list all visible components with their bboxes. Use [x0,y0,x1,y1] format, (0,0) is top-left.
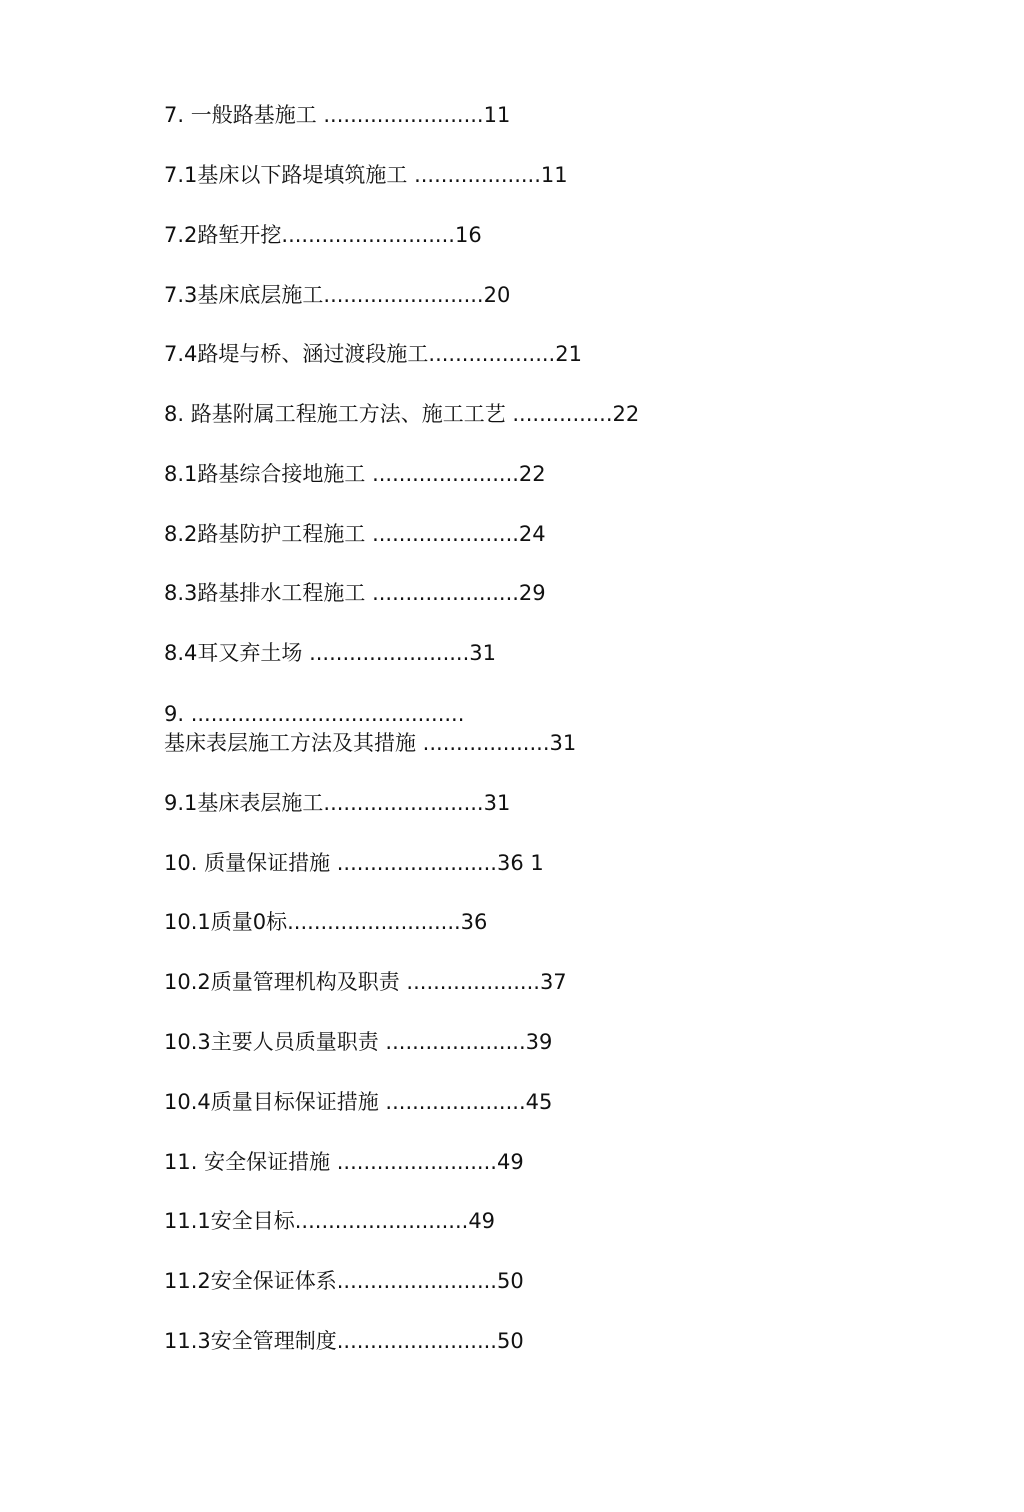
toc-entry: 10.4质量目标保证措施 .....................45 [164,1090,553,1114]
toc-entry: 7.3基床底层施工........................20 [164,283,511,307]
toc-entry: 8. 路基附属工程施工方法、施工工艺 ...............22 [164,402,640,426]
toc-entry: 10.3主要人员质量职责 .....................39 [164,1030,553,1054]
toc-entry: 8.4耳又弃土场 ........................31 [164,641,497,665]
toc-entry: 11.1安全目标..........................49 [164,1209,496,1233]
toc-entry: 10.1质量0标..........................36 [164,910,488,934]
toc-entry: 8.1路基综合接地施工 ......................22 [164,462,546,486]
toc-entry: 8.3路基排水工程施工 ......................29 [164,581,546,605]
toc-entry: 7.1基床以下路堤填筑施工 ...................11 [164,163,568,187]
toc-entry: 9.1基床表层施工........................31 [164,791,511,815]
toc-entry: 10.2质量管理机构及职责 ....................37 [164,970,567,994]
toc-entry: 11.3安全管理制度........................50 [164,1329,524,1353]
toc-entry: 11.2安全保证体系........................50 [164,1269,524,1293]
toc-entry: 7.4路堤与桥、涵过渡段施工...................21 [164,342,582,366]
toc-entry: 10. 质量保证措施 ........................36 1 [164,851,544,875]
toc-entry: 基床表层施工方法及其措施 ...................31 [164,731,577,755]
toc-entry: 9. ......................................... [164,702,465,726]
toc-entry: 8.2路基防护工程施工 ......................24 [164,522,546,546]
toc-entry: 7. 一般路基施工 ........................11 [164,103,511,127]
toc-entry: 11. 安全保证措施 ........................49 [164,1150,524,1174]
toc-entry: 7.2路堑开挖..........................16 [164,223,482,247]
